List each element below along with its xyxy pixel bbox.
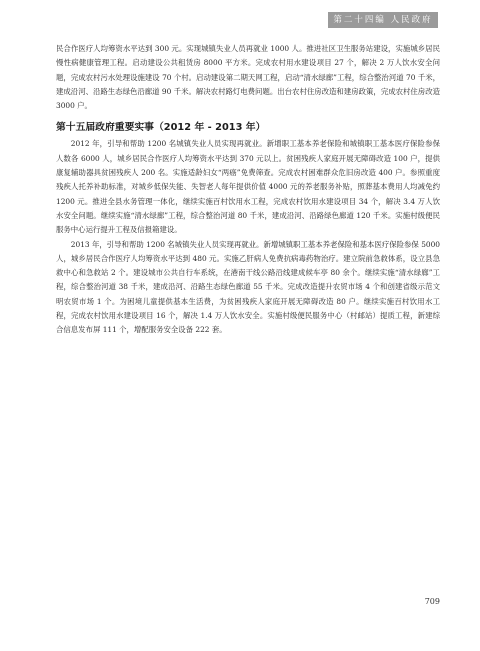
chapter-header-label: 第二十四编 人民政府 bbox=[328, 12, 438, 28]
section-heading: 第十五届政府重要实事（2012 年 - 2013 年） bbox=[56, 122, 266, 134]
paragraph-2013: 2013 年，引导和帮助 1200 名城镇失业人员实现再就业。新增城镇职工基本养老保险和基本医疗保险参保 5000 人，城乡居民合作医疗人均筹资水平达到 480 元。实施乙肝病人免费抗病毒药物治疗。建立院前急救体系，设立县急救中心和急救站 2 个。建设城市公共自行车系统，在港南干线公路沿线建成候车亭 80 余个。继续实施“清水绿廊”工程，综合整治河道 38 千米，建成沿河、沿路生态绿色廊道 55 千米。完成改造提升农贸市场 4 个和创建省级示范文明农贸市场 1 个。为困境儿童提供基本生活费，为贫困残疾人家庭开展无障碍改造 80 户。继续实施百村饮用水工程，完成农村饮用水建设项目 16 个，解决 1.4 万人饮水安全。实施村级便民服务中心（村邮站）提质工程，新建综合信息发布屏 111 个，增配服务安全设备 222 套。 bbox=[56, 239, 440, 335]
paragraph-2012: 2012 年，引导和帮助 1200 名城镇失业人员实现再就业。新增职工基本养老保险和城镇职工基本医疗保险参保人数各 6000 人，城乡居民合作医疗人均筹资水平达到 370 元以上。贫困残疾人家庭开展无障碍改造 100 户，提供康复辅助器具贫困残疾人 200 名。实施适龄妇女“两癌”免费筛查。完成农村困难群众危旧房改造 400 户。参照重度残疾人托养补助标准，对城乡低保失能、失智老人每年提供价值 4000 元的养老服务补贴，照葬基本费用人均减免约 1200 元。推进全县水务管理一体化，继续实施百村饮用水工程，完成农村饮用水建设项目 34 个，解决 3.4 万人饮水安全问题。继续实施“清水绿廊”工程，综合整治河道 80 千米，建成沿河、沿路绿色廊道 120 千米。实施村级便民服务中心运行提升工程及信报箱建设。 bbox=[56, 139, 440, 235]
page-content bbox=[56, 42, 440, 338]
page-number: 709 bbox=[424, 597, 440, 606]
paragraph-continued: 民合作医疗人均筹资水平达到 300 元。实现城镇失业人员再就业 1000 人。推进社区卫生服务站建设，实施城乡居民慢性病健康管理工程。启动建设公共租赁房 8000 平方米。完成农村用水建设项目 27 个，解决 2 万人饮水安全问题，完成农村污水处理设施建设 70 个村。启动建设第二期天网工程，启动“清水绿廊”工程，综合整治河道 70 千米，建成沿河、沿路生态绿色沿廊道 90 千米。解决农村路灯电费问题。出台农村住房改造和建房政策，完成农村住房改造 3000 户。 bbox=[56, 44, 440, 111]
